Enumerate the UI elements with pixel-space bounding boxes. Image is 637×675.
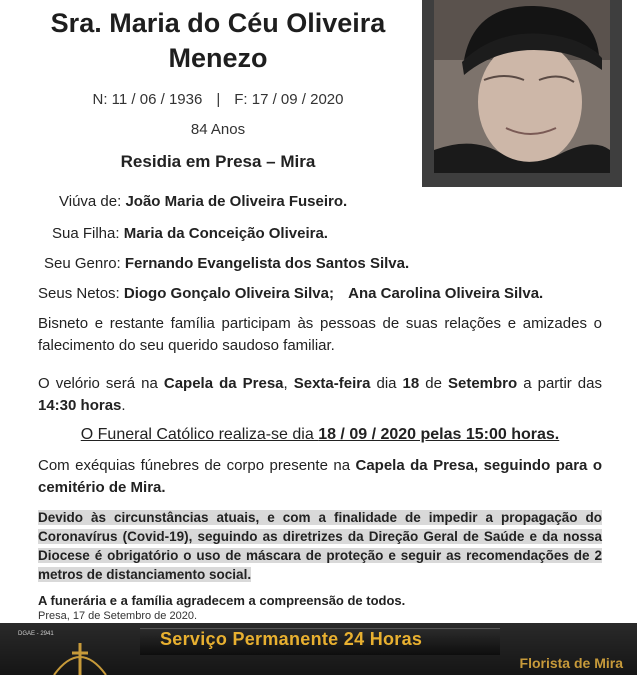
deceased-name bbox=[18, 6, 418, 76]
wake-text: O velório será na bbox=[38, 375, 164, 392]
residence: Residia em Presa – Mira bbox=[120, 152, 316, 171]
covid-notice bbox=[38, 508, 602, 584]
wake-place: Capela da Presa bbox=[163, 375, 284, 392]
exequies-text: Com exéquias fúnebres de corpo presente na bbox=[38, 457, 356, 474]
deceased-name-line2: Menezo bbox=[168, 43, 268, 73]
exequies-place: Capela da Presa, seguindo para o cemitério de Mira. bbox=[38, 457, 602, 496]
wake-text: dia bbox=[370, 375, 403, 392]
wake-time: 14:30 horas bbox=[38, 397, 122, 414]
relative-label: Seu Genro: bbox=[44, 255, 121, 272]
death-date: F: 17 / 09 / 2020 bbox=[234, 91, 344, 108]
relative-names: Diogo Gonçalo Oliveira Silva; bbox=[123, 285, 334, 302]
thanks-note: A funerária e a família agradecem a compreensão de todos. bbox=[38, 593, 406, 608]
exequies-info bbox=[38, 455, 602, 499]
relative-widow bbox=[59, 193, 347, 210]
place-date: Presa, 17 de Setembro de 2020. bbox=[38, 610, 197, 622]
wake-text: . bbox=[121, 397, 126, 414]
license-number: DGAE - 2941 bbox=[18, 631, 54, 637]
wake-text: a partir das bbox=[517, 375, 602, 392]
relative-names: Maria da Conceição Oliveira. bbox=[123, 225, 328, 242]
portrait-frame bbox=[422, 0, 622, 187]
wake-day: Sexta-feira bbox=[293, 375, 371, 392]
funeral-when: 18 / 09 / 2020 pelas 15:00 horas. bbox=[318, 426, 560, 443]
funeral-info bbox=[38, 426, 602, 444]
birth-date: N: 11 / 06 / 1936 bbox=[92, 91, 203, 108]
relative-label: Seus Netos: bbox=[38, 285, 120, 302]
footer-banner bbox=[0, 623, 637, 675]
wake-date: 18 bbox=[402, 375, 420, 392]
dates-line bbox=[18, 91, 418, 108]
relative-label: Viúva de: bbox=[59, 193, 122, 210]
wake-info bbox=[38, 373, 602, 417]
cross-logo-icon bbox=[50, 633, 110, 675]
relative-names: Fernando Evangelista dos Santos Silva. bbox=[124, 255, 410, 272]
relative-names-2: Ana Carolina Oliveira Silva. bbox=[348, 285, 544, 302]
service-hours: Serviço Permanente 24 Horas bbox=[160, 629, 423, 649]
wake-text: , bbox=[283, 375, 294, 392]
relative-son-in-law bbox=[44, 255, 409, 272]
wake-text: de bbox=[419, 375, 448, 392]
deceased-name-line1: Sra. Maria do Céu Oliveira bbox=[50, 8, 386, 38]
funeral-text: O Funeral Católico realiza-se dia bbox=[80, 426, 319, 443]
dates-separator: | bbox=[216, 91, 221, 108]
portrait-photo bbox=[434, 0, 610, 173]
announcement: Bisneto e restante família participam às pessoas de suas relações e amizades o falecimento do seu querido saudoso familiar. bbox=[38, 315, 602, 354]
age: 84 Anos bbox=[190, 121, 246, 138]
relative-names: João Maria de Oliveira Fuseiro. bbox=[125, 193, 348, 210]
relative-label: Sua Filha: bbox=[52, 225, 120, 242]
covid-notice-text: Devido às circunstâncias atuais, e com a finalidade de impedir a propagação do Coronavírus (Covid-19), seguindo as diretrizes da Direção Geral de Saúde e da nossa Diocese é obrigatório o uso de máscara de proteção e seguir as recomendações de 2 metros de distanciamento social. bbox=[38, 510, 602, 582]
relative-daughter bbox=[52, 225, 328, 242]
wake-month: Setembro bbox=[448, 375, 518, 392]
florist-name: Florista de Mira bbox=[519, 655, 623, 671]
relative-grandchildren bbox=[38, 285, 543, 302]
